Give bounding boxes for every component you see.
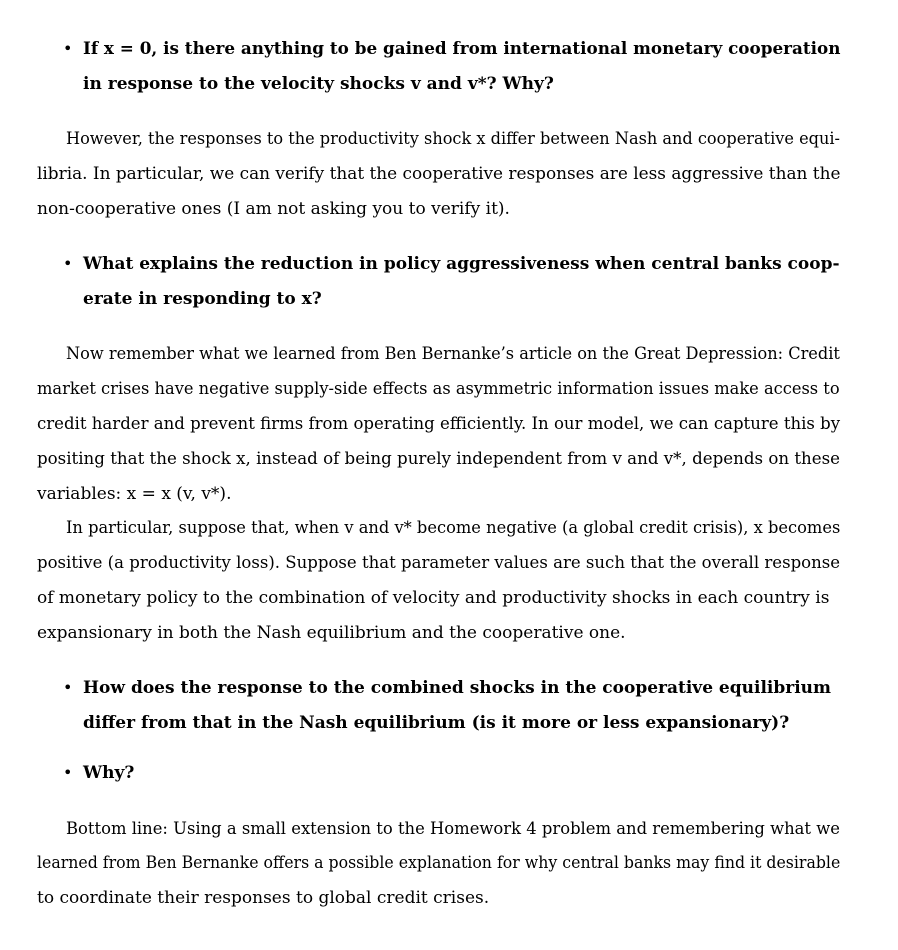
bullet-icon: • — [63, 763, 73, 782]
paragraph-1-line-1: However, the responses to the productivity shock x differ between Nash and cooperative equi- — [66, 129, 840, 149]
question-3-line-2: differ from that in the Nash equilibrium (is it more or less expansionary)? — [83, 713, 790, 733]
paragraph-3-line-4: expansionary in both the Nash equilibrium and the cooperative one. — [37, 623, 626, 643]
bullet-icon: • — [63, 678, 73, 697]
paragraph-4-line-2: learned from Ben Bernanke offers a possible explanation for why central banks may find it desirable — [37, 853, 841, 873]
question-2-line-2: erate in responding to x? — [83, 289, 322, 309]
paragraph-2-line-1: Now remember what we learned from Ben Bernanke’s article on the Great Depression: Credit — [66, 344, 840, 364]
paragraph-1-line-3: non-cooperative ones (I am not asking you to verify it). — [37, 199, 510, 219]
paragraph-3-line-2: positive (a productivity loss). Suppose that parameter values are such that the overall response — [37, 553, 841, 573]
question-4-line-1: Why? — [83, 763, 135, 783]
paragraph-2-line-5: variables: x = x (v, v*). — [37, 484, 232, 504]
paragraph-2-line-3: credit harder and prevent firms from operating efficiently. In our model, we can capture this by — [37, 414, 841, 434]
paragraph-2-line-4: positing that the shock x, instead of being purely independent from v and v*, depends on these — [37, 449, 841, 469]
paragraph-4-line-3: to coordinate their responses to global credit crises. — [37, 888, 490, 908]
paragraph-3-line-3: of monetary policy to the combination of velocity and productivity shocks in each country is — [37, 588, 830, 608]
bullet-icon: • — [63, 254, 73, 273]
question-3-line-1: How does the response to the combined shocks in the cooperative equilibrium — [83, 678, 832, 698]
paragraph-4-line-1: Bottom line: Using a small extension to the Homework 4 problem and remembering what we — [66, 819, 840, 839]
question-2-line-1: What explains the reduction in policy aggressiveness when central banks coop- — [83, 254, 840, 274]
paragraph-3-line-1: In particular, suppose that, when v and v* become negative (a global credit crisis), x becomes — [66, 518, 841, 538]
question-1-line-1: If x = 0, is there anything to be gained from international monetary cooperation — [83, 39, 841, 59]
paragraph-2-line-2: market crises have negative supply-side effects as asymmetric information issues make access to — [37, 379, 840, 399]
paragraph-1-line-2: libria. In particular, we can verify that the cooperative responses are less aggressive than the — [37, 164, 841, 184]
question-1-line-2: in response to the velocity shocks v and v*? Why? — [83, 74, 554, 94]
bullet-icon: • — [63, 39, 73, 58]
